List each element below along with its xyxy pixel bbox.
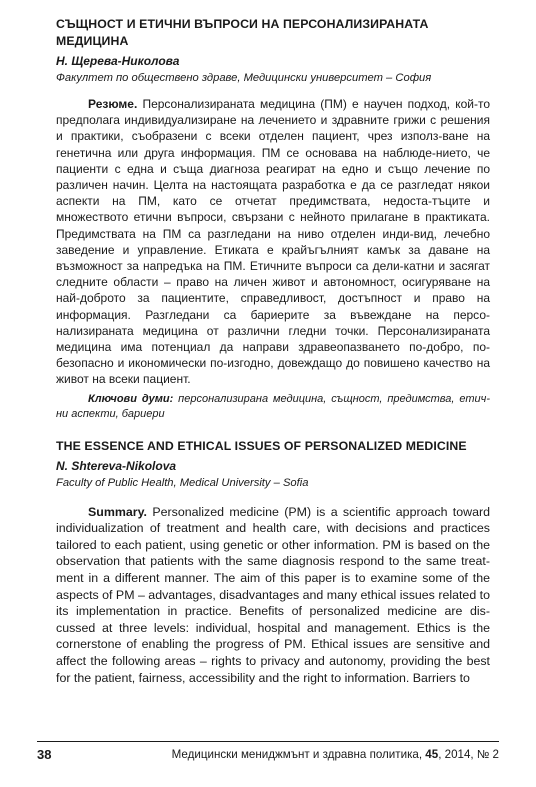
en-summary: [56, 504, 490, 687]
journal-year-issue: , 2014, № 2: [438, 748, 499, 761]
en-summary-text: Personalized medicine (PM) is a scientific approach toward individualization of treatment and health care, with decisions and practices tailored to each patient, using genetic or other information. PM is based on the observation that patients with the same diagnosis respond to the same treat-ment in a different manner. The aim of this paper is to examine some of the aspects of PM – advantages, disadvantages and many ethical issues related to its implementation in practice. Benefits of personalized medicine are dis-cussed at three levels: individual, hospital and management. Ethics is the cornerstone of enabling the progress of PM. Ethical issues are sensitive and affect the following areas – rights to privacy and autonomy, providing the best for the patient, fairness, accessibility and the right to information. Barriers to: [56, 504, 490, 685]
journal-name: Медицински мениджмънт и здравна политика,: [171, 748, 423, 761]
bg-article-title: СЪЩНОСТ И ЕТИЧНИ ВЪПРОСИ НА ПЕРСОНАЛИЗИРАНАТА МЕДИЦИНА: [56, 17, 429, 48]
bg-keywords: [56, 392, 490, 422]
bg-abstract-text: Персонализираната медицина (ПМ) е научен подход, кой-то предполага индивидуализиране на лечението и здравните грижи с решения и практики, съобразени с всеки отделен пациент, чрез използ-ване на генетична или друга информация. ПМ се основава на наблюде-нието, че пациенти с една и съща диагноза реагират на едно и също лечение по различен начин. Целта на настоящата разработка е да се разгледат някои аспекти на ПМ, като се отчетат предимствата, недоста-тъците и множеството етични въпроси, свързани с нейното прилагане в практиката. Предимствата на ПМ са разгледани на ниво отделен инди-вид, лечебно заведение и управление. Етиката е крайъгълният камък за даване на възможност за напредъка на ПМ. Етичните въпроси са дели-катни и засягат следните области – право на личен живот и автономност, осигуряване на най-доброто за пациентите, справедливост, достъпност и право на информация. Разгледани са бариерите за въвеждане на персо-нализираната медицина от различни гледни точки. Персонализираната медицина има потенциал да направи здравеопазването по-добро, по-безопасно и икономически по-изгодно, довеждащо до повишено качество на живот на всеки пациент.: [56, 97, 490, 387]
bg-author-name: Н. Щерева-Николова: [56, 54, 180, 68]
page-footer: [37, 741, 499, 766]
bg-abstract: [56, 96, 490, 388]
bg-keywords-label: Ключови думи:: [88, 392, 174, 405]
journal-volume: 45: [425, 748, 439, 761]
page-number: 38: [37, 747, 52, 762]
bg-keywords-text: персонализирана медицина, същност, предимства, етич-ни аспекти, бариери: [56, 392, 490, 420]
en-affiliation: Faculty of Public Health, Medical University – Sofia: [56, 476, 309, 489]
en-summary-label: Summary.: [88, 504, 147, 519]
bg-abstract-label: Резюме.: [88, 97, 138, 111]
en-article-title: THE ESSENCE AND ETHICAL ISSUES OF PERSONALIZED MEDICINE: [56, 438, 467, 453]
journal-citation: [172, 748, 499, 761]
en-author-name: N. Shtereva-Nikolova: [56, 458, 177, 473]
article-page: [56, 16, 490, 686]
bg-affiliation: Факултет по обществено здраве, Медицински университет – София: [56, 72, 432, 84]
